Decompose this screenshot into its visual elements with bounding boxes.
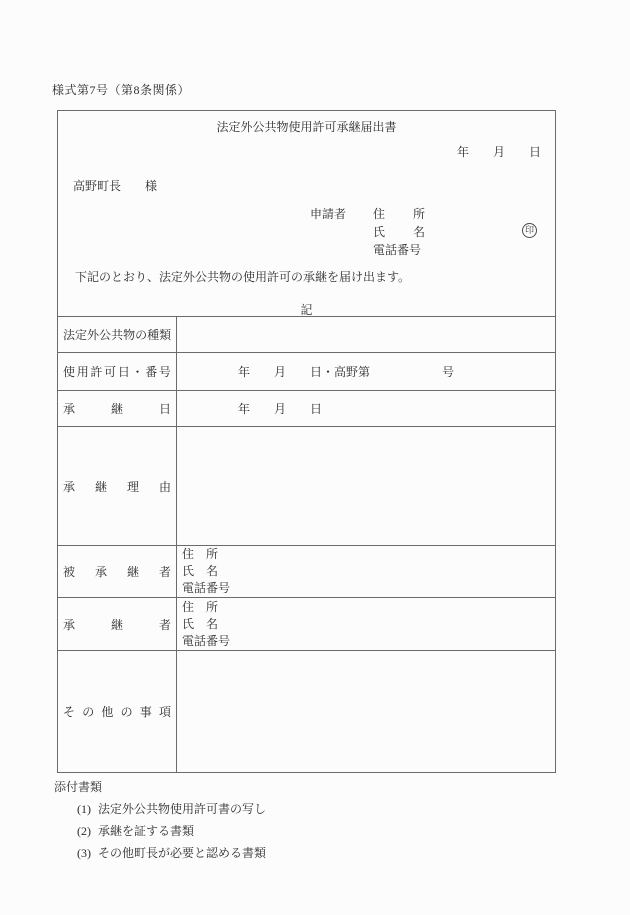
row-value-successor [177, 598, 555, 650]
name-label: 氏 名 [182, 564, 218, 578]
seal-icon: 印 [522, 223, 537, 238]
row-value-text: 年 月 日・高野第 号 [238, 365, 455, 379]
applicant-name-line [373, 223, 425, 241]
applicant-label: 申請者 [310, 207, 347, 221]
predecessor-address-line [182, 546, 555, 563]
row-label-type [58, 317, 177, 352]
row-value-type [177, 317, 555, 352]
attachment-item [77, 842, 266, 864]
row-label-other-matters [58, 651, 177, 772]
row-label-text: 承 継 日 [63, 402, 171, 416]
attachment-item [77, 798, 266, 820]
phone-label: 電話番号 [182, 581, 231, 595]
row-label-text: 法 定 外 公 共 物 の 種 類 [63, 328, 172, 342]
attachment-item-number: (3) [77, 846, 91, 860]
form-outer-box [57, 110, 556, 773]
form-number: 様式第7号（第8条関係） [52, 83, 191, 97]
attachment-item-text: その他町長が必要と認める書類 [98, 846, 267, 860]
addressee-line: 高野町長 様 [73, 179, 158, 193]
attachment-item-text: 承継を証する書類 [98, 824, 195, 838]
row-value-succession-reason [177, 427, 555, 545]
row-label-text: 使 用 許 可 日 ・ 番 号 [63, 365, 171, 379]
row-value-succession-date [177, 391, 555, 426]
row-label-text: 承 継 者 [63, 617, 171, 632]
row-value-text: 年 月 日 [238, 402, 323, 416]
row-label-succession-date [58, 391, 177, 426]
applicant-address-label: 住 所 [373, 207, 426, 221]
row-value-predecessor [177, 546, 555, 597]
phone-label: 電話番号 [182, 633, 231, 648]
applicant-address-line [310, 205, 425, 223]
table-row-succession-date [58, 390, 555, 426]
table-row-successor [58, 597, 555, 650]
attachment-item-number: (2) [77, 824, 91, 838]
name-label: 氏 名 [182, 616, 218, 631]
row-value-permit-date-number [177, 353, 555, 390]
row-label-text: 被 承 継 者 [63, 565, 171, 579]
row-label-predecessor [58, 546, 177, 597]
attachment-item [77, 820, 266, 842]
record-heading: 記 [300, 303, 313, 317]
row-value-other-matters [177, 651, 555, 772]
table-row-other-matters [58, 650, 555, 772]
table-row-permit-date-number [58, 352, 555, 390]
row-label-text: 承 継 理 由 [63, 479, 171, 494]
row-label-successor [58, 598, 177, 650]
form-table [58, 316, 555, 772]
date-line: 年 月 日 [456, 145, 541, 159]
statement-line: 下記のとおり、法定外公共物の使用許可の承継を届け出ます。 [75, 270, 411, 284]
predecessor-name-line [182, 563, 555, 580]
form-title: 法定外公共物使用許可承継届出書 [216, 120, 397, 134]
successor-name-line [182, 616, 555, 633]
row-label-succession-reason [58, 427, 177, 545]
attachments-list [77, 798, 266, 864]
row-label-text: そ の 他 の 事 項 [63, 705, 171, 719]
table-row-succession-reason [58, 426, 555, 545]
row-label-permit-date-number [58, 353, 177, 390]
attachment-item-text: 法定外公共物使用許可書の写し [98, 802, 267, 816]
address-label: 住 所 [182, 599, 218, 614]
attachment-item-number: (1) [77, 802, 91, 816]
applicant-name-label: 氏 名 [373, 225, 425, 239]
applicant-block [310, 205, 425, 259]
applicant-phone-line [373, 241, 425, 259]
successor-address-line [182, 599, 555, 616]
successor-phone-line [182, 633, 555, 650]
table-row-type [58, 316, 555, 352]
address-label: 住 所 [182, 547, 218, 561]
predecessor-phone-line [182, 580, 555, 597]
applicant-phone-label: 電話番号 [373, 243, 422, 257]
attachments-heading: 添付書類 [54, 780, 103, 794]
table-row-predecessor [58, 545, 555, 597]
